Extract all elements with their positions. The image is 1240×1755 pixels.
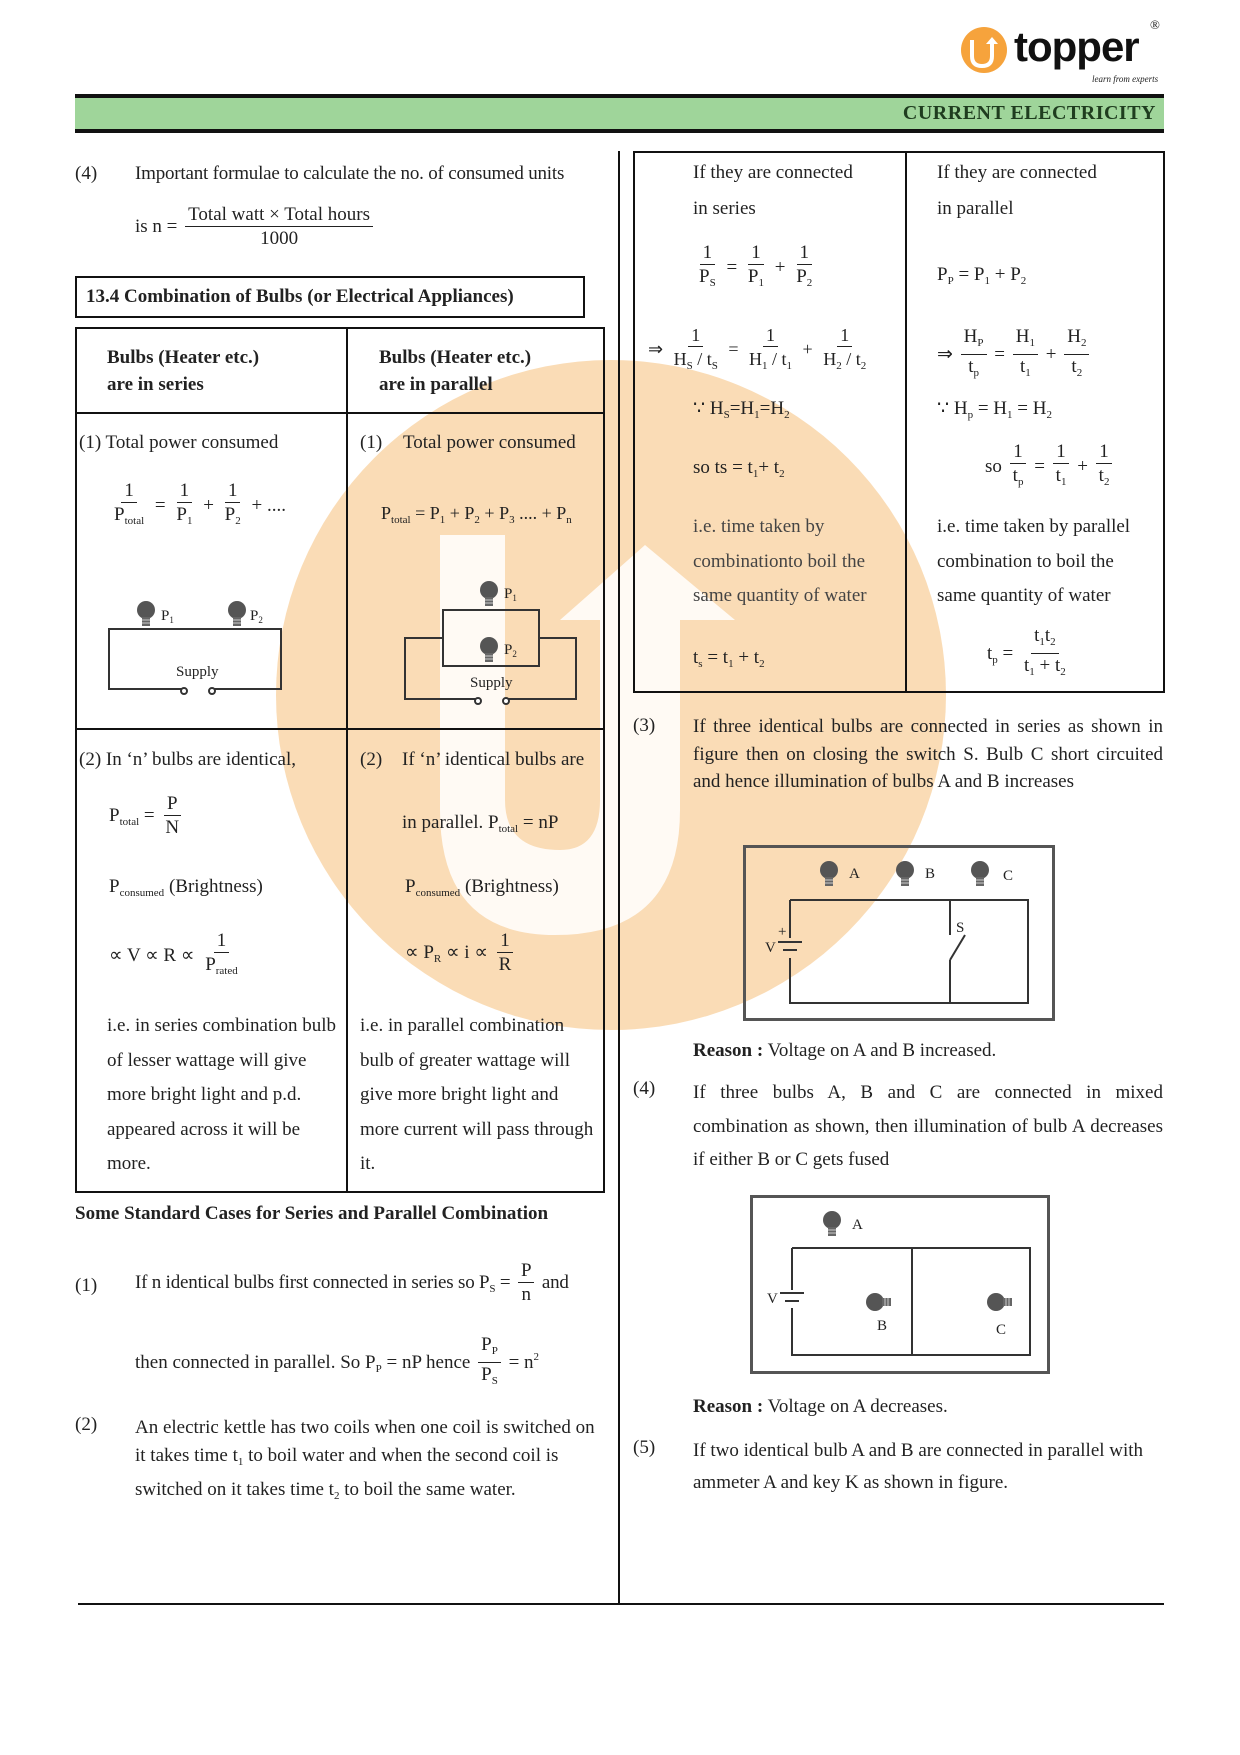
item-text: Important formulae to calculate the no. of consumed units [135,163,565,184]
fraction: $\frac{1}{P_1}$ [747,242,764,289]
fraction: $\frac{1}{P_2}$ [224,480,241,527]
series-formula-1: $\frac{1}{P_S}$ = $\frac{1}{P_1}$ + $\frac{1}{P_2}$ [693,242,818,295]
series-formula-4: so ts = $t_1+ t_2$ [693,457,785,480]
case1-line2: then connected in parallel. So $P_P$ = nP hence $\frac{P_P}{P_S}$ = $n^2$ [135,1334,539,1393]
table-row-divider [75,412,603,414]
bulb-label: $P_2$ [504,642,517,659]
reason [693,1396,948,1418]
column-divider [618,151,620,1604]
bulb-a-label: A [852,1217,863,1233]
parallel-heading: If they are connected [937,162,1097,183]
fraction: $\frac{1}{H_2 / t_2}$ [823,325,867,372]
item-number: (4) [633,1078,656,1099]
series-formula-5: $t_s = t_1 + t_2$ [693,647,765,670]
item5-text: If two identical bulb A and B are connected in parallel with ammeter A and key K as shown in figure. [693,1440,1144,1493]
bulb-b-label: B [925,866,936,882]
mixed-circuit-diagram [750,1195,1050,1374]
fraction: $\frac{1}{P_2}$ [796,242,813,289]
parallel-identical-formula: in parallel. $P_{total}$ = nP [402,812,559,835]
item-number: (4) [75,163,98,184]
bulb-c-label: C [1003,868,1014,884]
series-brightness: $P_{consumed}$ (Brightness) [109,876,263,899]
series-heading: in series [693,198,756,219]
series-formula-3: ∵ $H_S=H_1=H_2$ [693,398,790,421]
fraction: $\frac{1}{t_1}$ [1053,441,1070,494]
case-number: (1) [75,1275,98,1296]
topper-logo-icon [960,26,1010,76]
header-series-line2: are in series [107,374,204,395]
fraction: $\frac{1}{R}$ [498,930,512,975]
fraction: $\frac{H_P}{t_p}$ [961,326,987,385]
topper-logo [960,26,1010,82]
reason-text: Voltage on A decreases. [767,1396,948,1417]
logo-tagline: learn from experts [1092,74,1159,84]
fraction: $\frac{P_P}{P_S}$ [478,1334,501,1393]
parallel-explanation: i.e. in parallel combination bulb of greater wattage will give more bright light and more current will pass through it. [360,1015,594,1175]
battery-plus-label: + [778,924,787,940]
header-rule-bottom [75,129,1164,133]
parallel-proportionality: ∝ $P_R \propto i$ ∝ $\frac{1}{R}$ [405,930,517,977]
chapter-banner [75,98,1164,129]
parallel-text-line: combination to boil the [937,551,1114,572]
fraction: $\frac{\text{Total watt × Total hours}}{1000}$ [185,204,373,251]
item3-text: If three identical bulbs are connected in series as shown in figure then on closing the switch S. Bulb C short circuited and hence illumination of bulbs A and B increases [693,716,1163,792]
reason-label: Reason : [693,1396,764,1417]
fraction: $\frac{1}{P_{total}}$ [114,480,145,527]
fraction: $\frac{P}{N}$ [165,793,180,838]
parallel-heading: in parallel [937,198,1014,219]
switch-label: S [956,920,965,936]
bulb-a-label: A [849,866,860,882]
series-power-formula: $\frac{1}{P_{total}}$ = $\frac{1}{P_1}$ + $\frac{1}{P_2}$ + .... [108,480,286,533]
parallel-formula-2: ⇒ $\frac{H_P}{t_p}$ = $\frac{H_1}{t_1}$ + $\frac{H_2}{t_2}$ [937,326,1092,385]
item-number: (5) [633,1437,656,1458]
fraction: $\frac{1}{H_S / t_S}$ [673,325,718,372]
parallel-power-formula: $P_{total} = P_1 + P_2 + P_3$ .... + $P_n$ [381,503,572,526]
bulb-b-label: B [877,1318,888,1334]
series-identical-title: (2) In ‘n’ bulbs are identical, [79,749,297,770]
bulb-c-label: C [996,1322,1007,1338]
header-series-line1: Bulbs (Heater etc.) [107,347,260,368]
header-parallel-line1: Bulbs (Heater etc.) [379,347,532,368]
case-number: (2) [75,1414,98,1435]
series-explanation: i.e. in series combination bulb of lesser wattage will give more bright light and p.d. appeared across it will be more. [107,1015,337,1175]
parallel-brightness: $P_{consumed}$ (Brightness) [405,876,559,899]
registered-mark: ® [1150,17,1160,32]
series-formula-2: ⇒ $\frac{1}{H_S / t_S}$ = $\frac{1}{H_1 / t_1}$ + $\frac{1}{H_2 / t_2}$ [648,324,872,378]
fraction: $\frac{P}{n}$ [518,1260,534,1307]
reason [693,1040,996,1062]
series-text-line: combinationto boil the [693,551,866,572]
parallel-identical-title: If ‘n’ identical bulbs are [402,749,585,770]
item-number: (3) [633,715,656,736]
chapter-title: CURRENT ELECTRICITY [902,102,1156,124]
item4-text: If three bulbs A, B and C are connected in mixed combination as shown, then illumination of bulb A decreases if either B or C gets fused [693,1082,1163,1170]
parallel-formula-1: $P_P = P_1 + P_2$ [937,264,1027,287]
parallel-formula-5: $t_p$ = $\frac{t_1t_2}{t_1 + t_2}$ [987,625,1072,684]
units-formula: is n = $\frac{\text{Total watt × Total hours}}{1000}$ [135,204,376,251]
logo-wordmark: topper [1014,23,1139,70]
fraction: $\frac{1}{P_S}$ [699,242,716,289]
case2-text: An electric kettle has two coils when one coil is switched on it takes time $t_1$ to boil water and when the second coil is switched on it takes time $t_2$ to boil the same water. [135,1417,595,1502]
parallel-formula-4: so $\frac{1}{t_p}$ = $\frac{1}{t_1}$ + $\frac{1}{t_2}$ [985,441,1115,494]
table-row-divider [75,728,603,730]
bulb-label: $P_1$ [504,586,517,603]
bulb-label: $P_1$ [161,608,174,625]
series-text-line: i.e. time taken by [693,516,825,537]
fraction: $\frac{t_1t_2}{t_1 + t_2}$ [1024,625,1066,678]
fraction: $\frac{1}{P_1}$ [176,480,193,527]
table-col-divider [346,327,348,1191]
fraction: $\frac{1}{t_p}$ [1010,441,1027,494]
reason-text: Voltage on A and B increased. [767,1040,997,1061]
cases-title: Some Standard Cases for Series and Parallel Combination [75,1203,549,1224]
parallel-power-num: (1) [360,432,383,453]
parallel-text-line: same quantity of water [937,585,1111,606]
bulb-label: $P_2$ [250,608,263,625]
series-identical-formula: $P_{total}$ = $\frac{P}{N}$ [109,793,185,840]
supply-label: Supply [176,664,219,680]
footer-rule [78,1603,1164,1605]
fraction: $\frac{1}{t_2}$ [1096,441,1113,494]
switch-circuit-diagram [743,845,1055,1021]
series-proportionality: ∝ V ∝ R ∝ $\frac{1}{P_{rated}}$ [109,930,244,983]
section-heading-box [75,276,585,318]
reason-label: Reason : [693,1040,764,1061]
fraction: $\frac{1}{H_1 / t_1}$ [749,325,793,372]
series-heading: If they are connected [693,162,853,183]
battery-label: V [765,940,776,956]
parallel-formula-3: ∵ $H_p = H_1 = H_2$ [937,398,1052,421]
fraction: $\frac{H_1}{t_1}$ [1013,326,1038,385]
parallel-identical-num: (2) [360,749,383,770]
header-parallel-line2: are in parallel [379,374,493,395]
fraction: $\frac{1}{P_{rated}}$ [205,930,238,977]
parallel-power-title: Total power consumed [403,432,576,453]
series-text-line: same quantity of water [693,585,867,606]
table-col-divider [905,151,907,691]
parallel-text-line: i.e. time taken by parallel [937,516,1131,537]
supply-label: Supply [470,675,513,691]
section-title: 13.4 Combination of Bulbs (or Electrical Appliances) [86,286,514,307]
battery-label: V [767,1291,778,1307]
fraction: $\frac{H_2}{t_2}$ [1064,326,1089,385]
case1-line1: If n identical bulbs first connected in series so $P_S$ = $\frac{P}{n}$ and [135,1260,569,1305]
series-power-title: (1) Total power consumed [79,432,279,453]
